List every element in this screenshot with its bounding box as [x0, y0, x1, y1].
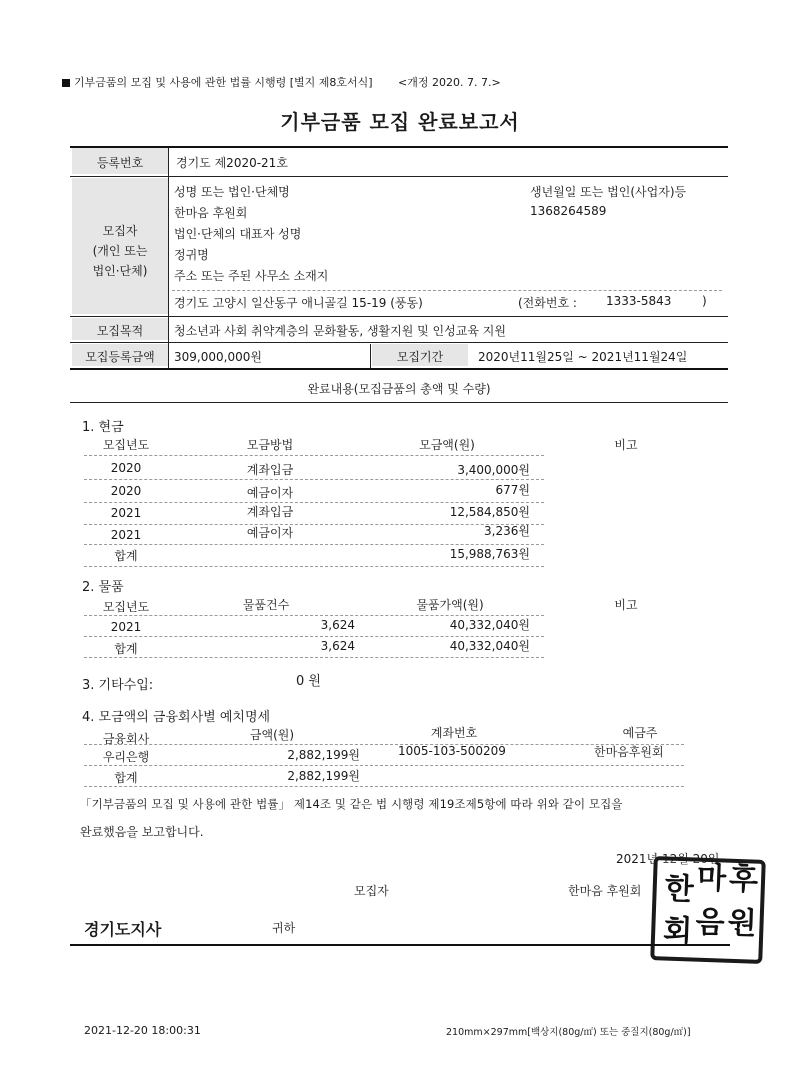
- goods-row-value: 40,332,040원: [449, 618, 530, 632]
- deposits-section-title: 4. 모금액의 금융회사별 예치명세: [82, 710, 271, 725]
- dashed-divider: [84, 479, 544, 480]
- goods-header-year: 모집년도: [102, 600, 150, 614]
- cash-row-amount: 3,400,000원: [457, 463, 530, 477]
- name-label: 성명 또는 법인·단체명: [174, 185, 290, 199]
- seal-char: 후: [728, 861, 759, 898]
- goods-row-year: 2021: [110, 620, 142, 634]
- period-value: 2020년11월25일 ~ 2021년11월24일: [478, 350, 688, 364]
- cash-section-title: 1. 현금: [82, 420, 124, 435]
- footer-timestamp: 2021-12-20 18:00:31: [84, 1024, 201, 1037]
- column-divider: [370, 344, 371, 368]
- period-label: 모집기간: [396, 350, 444, 364]
- goods-total-value: 40,332,040원: [449, 639, 530, 653]
- recipient: 경기도지사: [84, 920, 162, 939]
- square-bullet-icon: [62, 79, 70, 87]
- birth-label: 생년월일 또는 법인(사업자)등: [530, 185, 687, 199]
- cash-header-note: 비고: [614, 438, 638, 452]
- dashed-divider: [84, 657, 544, 658]
- cash-header-method: 모금방법: [246, 438, 294, 452]
- goods-header-value: 물품가액(원): [416, 598, 484, 612]
- deposits-total-amount: 2,882,199원: [287, 769, 360, 783]
- cash-row-amount: 677원: [495, 483, 530, 497]
- seal-char: 원: [726, 905, 758, 942]
- seal-char: 마: [696, 860, 727, 897]
- deposits-header-holder: 예금주: [622, 726, 658, 740]
- cash-row-year: 2021: [110, 528, 142, 542]
- birth-value: 1368264589: [530, 204, 607, 218]
- deposit-row-amount: 2,882,199원: [287, 748, 360, 762]
- other-income-value: 0 원: [296, 674, 321, 689]
- collector-label: 모집자: [102, 224, 138, 238]
- report-date: 2021년 12월 20일: [616, 852, 720, 866]
- deposits-header-bank: 금융회사: [102, 732, 150, 746]
- collector-label-sub1: (개인 또는: [92, 244, 148, 258]
- amount-value: 309,000,000원: [174, 350, 262, 364]
- cash-header-year: 모집년도: [102, 438, 150, 452]
- address-value: 경기도 고양시 일산동구 애니골길 15-19 (풍동): [174, 296, 423, 310]
- dashed-divider: [84, 566, 544, 567]
- deposit-row-bank: 우리은행: [102, 750, 150, 764]
- purpose-label: 모집목적: [96, 324, 144, 338]
- footer-paper-spec: 210mm×297mm[백상지(80g/㎡) 또는 중질지(80g/㎡)]: [446, 1027, 691, 1038]
- column-divider: [168, 148, 169, 368]
- dashed-divider: [84, 786, 684, 787]
- amount-label: 모집등록금액: [85, 350, 155, 364]
- deposit-row-account: 1005-103-500209: [398, 744, 506, 758]
- cash-total-amount: 15,988,763원: [449, 547, 530, 561]
- document-title: 기부금품 모집 완료보고서: [280, 110, 520, 134]
- revision-note: <개정 2020. 7. 7.>: [398, 76, 501, 89]
- representative-label: 법인·단체의 대표자 성명: [174, 227, 302, 241]
- cash-row-method: 계좌입금: [246, 505, 294, 519]
- signer-label: 모집자: [354, 884, 389, 898]
- cash-row-method: 계좌입금: [246, 463, 294, 477]
- cash-row-method: 예금이자: [246, 526, 294, 540]
- deposit-row-holder: 한마음후원회: [594, 745, 664, 759]
- divider: [70, 402, 728, 403]
- divider: [70, 368, 728, 370]
- cash-row-year: 2021: [110, 506, 142, 520]
- goods-total-count: 3,624: [320, 639, 355, 653]
- recipient-suffix: 귀하: [272, 921, 296, 935]
- goods-total-label: 합계: [114, 642, 138, 656]
- representative-value: 정귀명: [174, 248, 209, 262]
- law-reference-text: 기부금품의 모집 및 사용에 관한 법률 시행령 [별지 제8호서식]: [74, 76, 373, 89]
- dashed-divider: [84, 455, 544, 456]
- cash-row-year: 2020: [110, 461, 142, 475]
- name-value: 한마음 후원회: [174, 206, 248, 220]
- seal-char: 음: [694, 904, 726, 941]
- goods-row-count: 3,624: [320, 618, 355, 632]
- seal-char: 한: [664, 871, 695, 908]
- other-income-label: 3. 기타수입:: [82, 678, 154, 693]
- registration-label: 등록번호: [96, 156, 144, 170]
- phone-label: (전화번호 :: [518, 296, 577, 310]
- table-bottom-border: [70, 944, 730, 946]
- address-label: 주소 또는 주된 사무소 소재지: [174, 269, 329, 283]
- completion-title: 완료내용(모집금품의 총액 및 수량): [307, 382, 491, 396]
- dashed-divider: [172, 290, 722, 291]
- registration-number: 경기도 제2020-21호: [176, 156, 288, 170]
- dashed-divider: [84, 765, 684, 766]
- statement-line-2: 완료했음을 보고합니다.: [80, 825, 204, 839]
- phone-value: 1333-5843: [606, 294, 672, 308]
- official-seal: [650, 856, 766, 964]
- goods-header-note: 비고: [614, 598, 638, 612]
- purpose-value: 청소년과 사회 취약계층의 문화활동, 생활지원 및 인성교육 지원: [174, 324, 506, 338]
- cash-row-year: 2020: [110, 484, 142, 498]
- cash-row-method: 예금이자: [246, 486, 294, 500]
- goods-header-count: 물품건수: [242, 598, 290, 612]
- collector-label-sub2: 법인·단체): [92, 264, 148, 278]
- phone-close: ): [702, 294, 707, 308]
- deposits-header-amount: 금액(원): [249, 728, 295, 742]
- cash-total-label: 합계: [114, 549, 138, 563]
- signer-value: 한마음 후원회: [568, 884, 642, 898]
- goods-section-title: 2. 물품: [82, 580, 124, 595]
- cash-row-amount: 12,584,850원: [449, 505, 530, 519]
- law-reference: [62, 74, 373, 90]
- deposits-header-account: 계좌번호: [430, 726, 478, 740]
- cash-row-amount: 3,236원: [484, 524, 530, 538]
- seal-char: 회: [662, 913, 693, 950]
- statement-line-1: 「기부금품의 모집 및 사용에 관한 법률」 제14조 및 같은 법 시행령 제19조제5항에 따라 위와 같이 모집을: [80, 797, 623, 811]
- deposits-total-label: 합계: [114, 771, 138, 785]
- cash-header-amount: 모금액(원): [419, 438, 475, 452]
